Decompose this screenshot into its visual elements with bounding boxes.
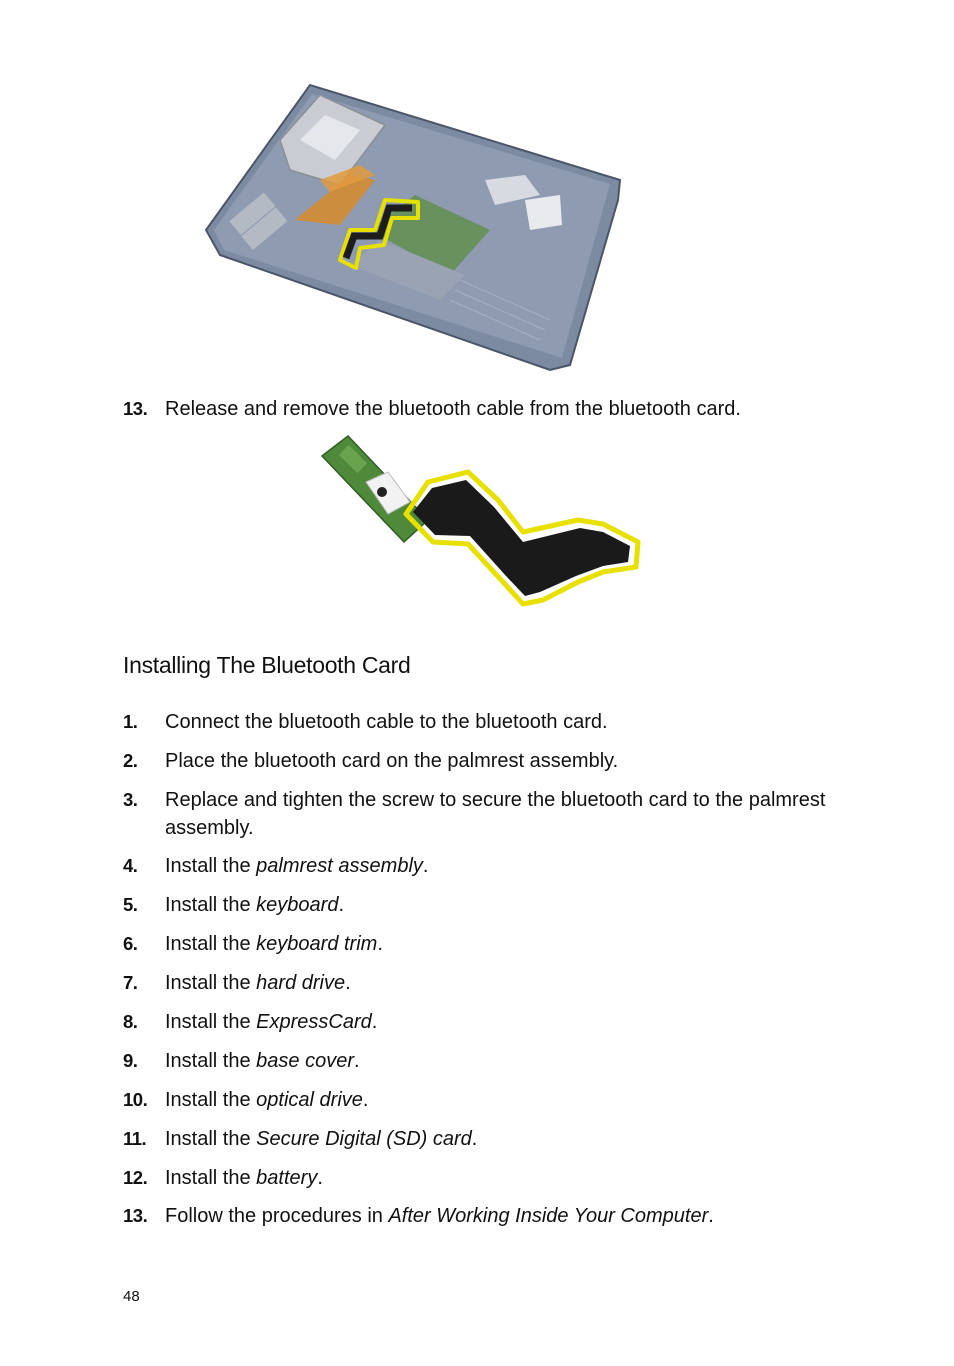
step-number: 9. <box>123 1050 138 1071</box>
step-reference-link[interactable]: hard drive <box>256 972 346 994</box>
step-text <box>165 1125 477 1153</box>
step-text <box>165 1202 714 1230</box>
step-text: Release and remove the bluetooth cable from the bluetooth card. <box>165 398 741 420</box>
step-text <box>165 1164 323 1192</box>
step-number: 3. <box>123 789 138 810</box>
step-prefix: Install the <box>165 894 257 916</box>
palmrest-assembly-image <box>200 80 630 375</box>
step-suffix: . <box>317 1167 323 1189</box>
step-number: 7. <box>123 972 138 993</box>
step-prefix: Install the <box>165 933 257 955</box>
step-number: 2. <box>123 750 138 771</box>
step-text <box>165 969 351 997</box>
step-reference-link[interactable]: ExpressCard <box>256 1011 372 1033</box>
step-suffix: . <box>371 1011 378 1033</box>
step-number: 10. <box>123 1089 148 1110</box>
step-reference-link[interactable]: palmrest assembly <box>256 855 423 877</box>
step-suffix: . <box>422 855 429 877</box>
step-number: 1. <box>123 711 138 732</box>
section-title: Installing The Bluetooth Card <box>123 652 411 678</box>
step-text <box>165 852 428 880</box>
step-suffix: . <box>708 1205 714 1227</box>
step-text: Replace and tighten the screw to secure the bluetooth card to the palmrest assembly. <box>165 789 826 839</box>
step-reference-link[interactable]: After Working Inside Your Computer <box>388 1205 709 1227</box>
step-number: 13. <box>123 1205 148 1226</box>
step-reference-link[interactable]: keyboard trim <box>256 933 378 955</box>
step-prefix: Install the <box>165 1011 257 1033</box>
step-number: 6. <box>123 933 138 954</box>
bluetooth-card-image <box>318 432 646 614</box>
step-prefix: Install the <box>165 1050 257 1072</box>
page-number: 48 <box>123 1288 140 1305</box>
step-prefix: Install the <box>165 1089 257 1111</box>
step-number: 4. <box>123 855 138 876</box>
step-text <box>165 930 383 958</box>
step-prefix: Install the <box>165 1167 257 1189</box>
step-prefix: Install the <box>165 972 257 994</box>
step-prefix: Install the <box>165 855 257 877</box>
step-number: 12. <box>123 1167 148 1188</box>
step-prefix: Install the <box>165 1128 257 1150</box>
step-reference-link[interactable]: Secure Digital (SD) card <box>256 1128 472 1150</box>
step-suffix: . <box>354 1050 360 1072</box>
step-number: 8. <box>123 1011 138 1032</box>
step-number: 5. <box>123 894 138 915</box>
step-text <box>165 891 344 919</box>
step-suffix: . <box>377 933 383 955</box>
step-suffix: . <box>345 972 351 994</box>
step-text: Connect the bluetooth cable to the bluetooth card. <box>165 711 608 733</box>
step-suffix: . <box>338 894 345 916</box>
step-text <box>165 1008 377 1036</box>
step-text <box>165 1086 368 1114</box>
step-prefix: Follow the procedures in <box>165 1205 389 1227</box>
step-reference-link[interactable]: battery <box>256 1167 318 1189</box>
step-reference-link[interactable]: optical drive <box>256 1089 363 1111</box>
step-text <box>165 1047 360 1075</box>
step-number: 11. <box>123 1128 147 1149</box>
step-text: Place the bluetooth card on the palmrest assembly. <box>165 750 619 772</box>
step-reference-link[interactable]: base cover <box>256 1050 355 1072</box>
step-suffix: . <box>362 1089 369 1111</box>
step-number: 13. <box>123 398 148 419</box>
step-suffix: . <box>471 1128 478 1150</box>
step-reference-link[interactable]: keyboard <box>256 894 339 916</box>
